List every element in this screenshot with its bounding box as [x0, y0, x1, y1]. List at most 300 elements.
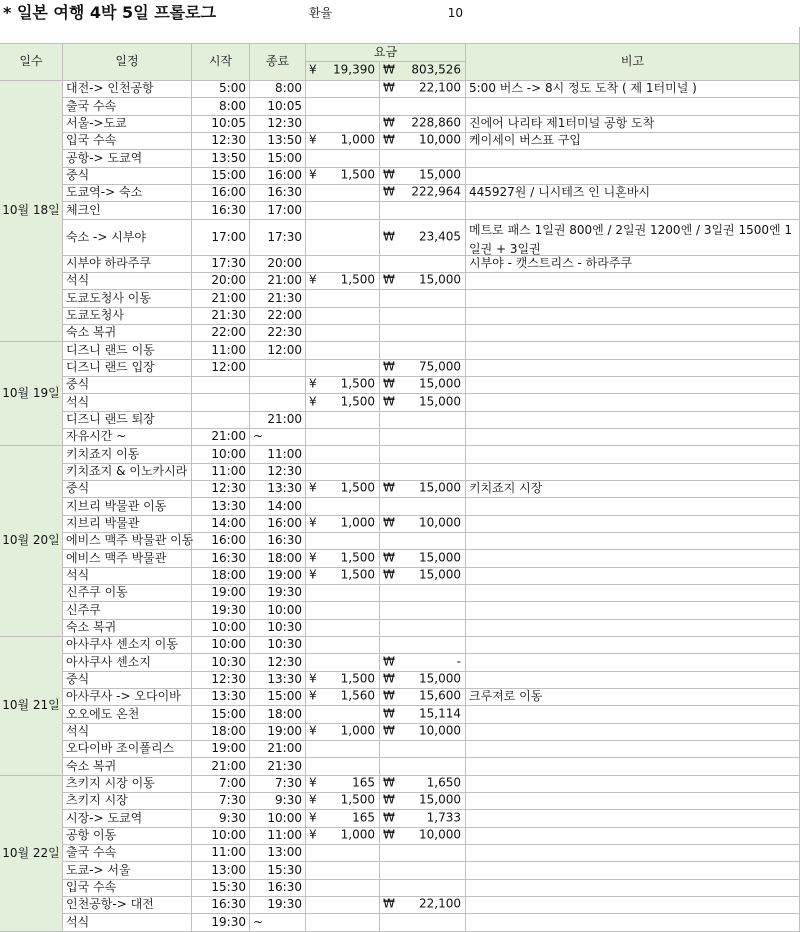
won-symbol: ₩: [383, 671, 395, 686]
yen-symbol: ¥: [309, 549, 317, 564]
fare-won: [380, 776, 466, 793]
note: [466, 828, 800, 845]
header-start-text: 시작: [208, 54, 233, 69]
fare-yen: [306, 689, 380, 706]
header-note-text: 비고: [620, 54, 645, 69]
fare-yen-value: 165: [352, 775, 375, 790]
fare-yen: [306, 273, 380, 290]
fare-won-value: 1,650: [426, 775, 461, 790]
won-symbol: ₩: [383, 115, 395, 130]
fare-yen: [306, 150, 380, 168]
schedule-item: [63, 220, 192, 256]
end-time: [250, 654, 306, 672]
end-time-text: 18:00: [267, 550, 302, 565]
start-time-text: 13:50: [211, 150, 246, 165]
fare-yen: [306, 585, 380, 602]
end-time-text: 15:00: [267, 689, 302, 704]
note: [466, 481, 800, 498]
fare-won-value: 15,000: [419, 480, 461, 495]
schedule-item: [63, 758, 192, 776]
schedule-item: [63, 637, 192, 654]
schedule-item: [63, 654, 192, 672]
note: [466, 446, 800, 464]
schedule-item-text: 입국 수속: [66, 133, 117, 148]
yen-symbol: ¥: [309, 723, 317, 738]
start-time: [192, 342, 250, 360]
fare-yen: [306, 654, 380, 672]
sheet-title: [0, 0, 306, 27]
fare-won: [380, 637, 466, 654]
end-time-text: ~: [253, 914, 264, 929]
start-time: [192, 724, 250, 741]
end-time: [250, 360, 306, 377]
fare-won: [380, 897, 466, 914]
fare-won: [380, 654, 466, 672]
start-time-text: 14:00: [211, 516, 246, 531]
end-time: [250, 185, 306, 202]
schedule-item: [63, 185, 192, 202]
schedule-item: [63, 290, 192, 308]
fare-yen: [306, 464, 380, 481]
note: [466, 776, 800, 793]
fare-yen: [306, 568, 380, 585]
schedule-item: [63, 360, 192, 377]
fare-won: [380, 741, 466, 758]
end-time: [250, 620, 306, 637]
schedule-item: [63, 845, 192, 862]
schedule-item: [63, 550, 192, 568]
note: [466, 202, 800, 220]
schedule-item-text: 자유시간 ~: [66, 429, 127, 444]
fare-won-value: 10,000: [419, 132, 461, 147]
start-time-text: 21:00: [211, 290, 246, 305]
start-time: [192, 325, 250, 342]
fare-yen: [306, 914, 380, 932]
note: [466, 150, 800, 168]
start-time-text: 7:30: [219, 793, 246, 808]
fare-yen-value: 1,500: [340, 376, 375, 391]
won-symbol: ₩: [383, 228, 395, 243]
header-item-text: 일정: [115, 54, 139, 69]
schedule-item: [63, 724, 192, 741]
end-time-text: 21:00: [267, 741, 302, 756]
fare-won: [380, 620, 466, 637]
fare-yen: [306, 377, 380, 394]
schedule-item: [63, 672, 192, 689]
start-time: [192, 516, 250, 533]
yen-symbol: ¥: [309, 775, 317, 790]
fare-won-value: 15,000: [419, 167, 461, 182]
won-symbol: ₩: [383, 827, 395, 842]
end-time: [250, 793, 306, 810]
start-time-text: 13:00: [211, 862, 246, 877]
fare-won-value: 10,000: [419, 827, 461, 842]
fare-yen: [306, 81, 380, 98]
schedule-item-text: 출국 수속: [66, 98, 117, 113]
exchange-rate: [380, 0, 466, 27]
note: [466, 133, 800, 150]
schedule-item-text: 디즈니 랜드 입장: [66, 360, 155, 375]
end-time: [250, 689, 306, 706]
note: [466, 429, 800, 446]
note: [466, 498, 800, 516]
end-time: [250, 98, 306, 116]
fare-won: [380, 758, 466, 776]
start-time-text: 12:30: [211, 481, 246, 496]
start-time-text: 16:30: [211, 550, 246, 565]
end-time-text: 16:00: [267, 516, 302, 531]
note: [466, 290, 800, 308]
start-time: [192, 81, 250, 98]
fare-yen: [306, 793, 380, 810]
start-time: [192, 256, 250, 273]
start-time-text: 21:00: [211, 758, 246, 773]
note: [466, 620, 800, 637]
start-time-text: 15:30: [211, 880, 246, 895]
fare-yen: [306, 168, 380, 185]
note: [466, 654, 800, 672]
schedule-item-text: 도쿄도청사 이동: [66, 290, 151, 305]
fare-won-value: 15,000: [419, 376, 461, 391]
fare-won: [380, 168, 466, 185]
won-symbol: ₩: [383, 705, 395, 720]
fare-yen: [306, 880, 380, 897]
fare-won: [380, 98, 466, 116]
end-time-text: 12:30: [267, 464, 302, 479]
start-time: [192, 862, 250, 880]
fare-won: [380, 862, 466, 880]
won-symbol: ₩: [383, 723, 395, 738]
schedule-item-text: 출국 수속: [66, 845, 117, 860]
fare-yen-value: 1,500: [340, 567, 375, 582]
day-label-text: 10월 22일: [2, 845, 60, 860]
fare-yen: [306, 810, 380, 828]
start-time: [192, 377, 250, 394]
note: [466, 412, 800, 429]
header-day-text: 일수: [19, 54, 43, 69]
schedule-item-text: 시부야 하라주쿠: [66, 256, 151, 271]
fare-won: [380, 568, 466, 585]
end-time: [250, 706, 306, 724]
fare-won: [380, 273, 466, 290]
start-time: [192, 672, 250, 689]
start-time: [192, 897, 250, 914]
total-yen-value: 19,390: [333, 62, 375, 77]
schedule-item-text: 오다이바 조이폴리스: [66, 741, 175, 756]
fare-won: [380, 360, 466, 377]
day-label: [0, 637, 63, 776]
fare-won: [380, 724, 466, 741]
fare-yen: [306, 256, 380, 273]
start-time-text: 10:00: [211, 446, 246, 461]
end-time: [250, 568, 306, 585]
end-time: [250, 150, 306, 168]
won-symbol: ₩: [383, 62, 395, 77]
header-fare-text: 요금: [373, 44, 398, 59]
fare-won-value: 15,000: [419, 393, 461, 408]
fare-yen-value: 1,000: [340, 827, 375, 842]
end-time: [250, 377, 306, 394]
start-time-text: 10:00: [211, 828, 246, 843]
end-time-text: 19:30: [267, 585, 302, 600]
total-won: [380, 62, 466, 81]
sheet-title-text: * 일본 여행 4박 5일 프롤로그: [3, 3, 217, 23]
schedule-item: [63, 464, 192, 481]
schedule-item: [63, 793, 192, 810]
fare-won: [380, 550, 466, 568]
end-time-text: 10:30: [267, 637, 302, 652]
header-fare: [306, 44, 466, 62]
fare-yen: [306, 602, 380, 620]
end-time-text: 7:30: [275, 776, 302, 791]
end-time-text: 22:00: [267, 308, 302, 323]
note: [466, 602, 800, 620]
end-time: [250, 168, 306, 185]
day-label: [0, 81, 63, 342]
schedule-item: [63, 98, 192, 116]
fare-yen: [306, 185, 380, 202]
end-time-text: 15:30: [267, 862, 302, 877]
end-time-text: 15:00: [267, 150, 302, 165]
end-time: [250, 308, 306, 325]
schedule-item-text: 키치죠지 & 이노카시라: [66, 464, 188, 479]
fare-won: [380, 828, 466, 845]
start-time: [192, 914, 250, 932]
fare-won-value: -: [456, 653, 461, 668]
fare-won: [380, 116, 466, 133]
end-time: [250, 464, 306, 481]
yen-symbol: ¥: [309, 62, 317, 77]
fare-won: [380, 290, 466, 308]
start-time-text: 11:00: [211, 464, 246, 479]
fare-won: [380, 412, 466, 429]
end-time-text: 13:00: [267, 845, 302, 860]
start-time: [192, 412, 250, 429]
schedule-item: [63, 168, 192, 185]
fare-yen: [306, 394, 380, 412]
fare-won: [380, 256, 466, 273]
won-symbol: ₩: [383, 132, 395, 147]
fare-won: [380, 150, 466, 168]
fare-won-value: 22,100: [419, 896, 461, 911]
fare-won: [380, 845, 466, 862]
header-day: [0, 44, 63, 81]
schedule-item: [63, 116, 192, 133]
schedule-item: [63, 412, 192, 429]
schedule-item-text: 숙소 -> 시부야: [66, 229, 146, 244]
fare-yen: [306, 290, 380, 308]
fare-yen: [306, 672, 380, 689]
note: [466, 273, 800, 290]
end-time: [250, 202, 306, 220]
end-time-text: 12:30: [267, 654, 302, 669]
start-time-text: 10:30: [211, 654, 246, 669]
start-time: [192, 464, 250, 481]
note: [466, 256, 800, 273]
yen-symbol: ¥: [309, 132, 317, 147]
end-time: [250, 133, 306, 150]
yen-symbol: ¥: [309, 167, 317, 182]
end-time: [250, 516, 306, 533]
fare-won: [380, 533, 466, 550]
schedule-item: [63, 706, 192, 724]
start-time: [192, 429, 250, 446]
start-time: [192, 758, 250, 776]
fare-won-value: 228,860: [411, 115, 461, 130]
end-time: [250, 897, 306, 914]
end-time-text: 9:30: [275, 793, 302, 808]
start-time: [192, 880, 250, 897]
fare-yen: [306, 828, 380, 845]
start-time: [192, 533, 250, 550]
end-time: [250, 533, 306, 550]
day-label-text: 10월 19일: [2, 385, 60, 400]
header-note: [466, 44, 800, 81]
schedule-item: [63, 828, 192, 845]
start-time: [192, 202, 250, 220]
end-time: [250, 116, 306, 133]
start-time-text: 5:00: [219, 81, 246, 96]
start-time: [192, 637, 250, 654]
end-time: [250, 585, 306, 602]
start-time-text: 10:00: [211, 620, 246, 635]
fare-won: [380, 914, 466, 932]
start-time-text: 15:00: [211, 706, 246, 721]
schedule-item: [63, 880, 192, 897]
fare-won-value: 22,100: [419, 80, 461, 95]
end-time: [250, 429, 306, 446]
fare-yen-value: 1,560: [340, 688, 375, 703]
note: [466, 342, 800, 360]
start-time-text: 11:00: [211, 845, 246, 860]
end-time: [250, 273, 306, 290]
fare-yen: [306, 533, 380, 550]
note-text: 5:00 버스 -> 8시 정도 도착 ( 제 1터미널 ): [469, 81, 697, 96]
start-time: [192, 116, 250, 133]
header-end: [250, 44, 306, 81]
schedule-item-text: 중식: [66, 377, 90, 392]
end-time-text: 11:00: [267, 446, 302, 461]
end-time-text: 19:00: [267, 724, 302, 739]
schedule-item-text: 시장-> 도쿄역: [66, 810, 143, 825]
fare-yen: [306, 360, 380, 377]
start-time-text: 16:30: [211, 202, 246, 217]
schedule-item: [63, 897, 192, 914]
fare-yen: [306, 133, 380, 150]
fare-won-value: 15,000: [419, 549, 461, 564]
schedule-item: [63, 689, 192, 706]
fare-won-value: 15,000: [419, 792, 461, 807]
start-time-text: 16:00: [211, 533, 246, 548]
start-time-text: 19:30: [211, 602, 246, 617]
start-time-text: 19:00: [211, 585, 246, 600]
end-time: [250, 724, 306, 741]
total-won-value: 803,526: [411, 62, 461, 77]
fare-won-value: 1,733: [426, 809, 461, 824]
schedule-item-text: 서울->도쿄: [66, 116, 127, 131]
note-text: 진에어 나리타 제1터미널 공항 도착: [469, 116, 655, 131]
note: [466, 568, 800, 585]
end-time: [250, 828, 306, 845]
note: [466, 394, 800, 412]
start-time-text: 13:30: [211, 689, 246, 704]
fare-won: [380, 706, 466, 724]
fare-yen: [306, 776, 380, 793]
won-symbol: ₩: [383, 184, 395, 199]
yen-symbol: ¥: [309, 827, 317, 842]
schedule-item-text: 오오에도 온천: [66, 706, 140, 721]
won-symbol: ₩: [383, 775, 395, 790]
start-time-text: 10:05: [211, 116, 246, 131]
end-time: [250, 602, 306, 620]
end-time-text: 16:30: [267, 533, 302, 548]
yen-symbol: ¥: [309, 376, 317, 391]
note: [466, 793, 800, 810]
note: [466, 116, 800, 133]
fare-yen: [306, 862, 380, 880]
won-symbol: ₩: [383, 359, 395, 374]
won-symbol: ₩: [383, 567, 395, 582]
schedule-item-text: 신주쿠: [66, 602, 101, 617]
won-symbol: ₩: [383, 896, 395, 911]
day-label-text: 10월 20일: [2, 533, 60, 548]
fare-won-value: 222,964: [411, 184, 461, 199]
end-time-text: 21:30: [267, 290, 302, 305]
won-symbol: ₩: [383, 376, 395, 391]
fare-yen: [306, 446, 380, 464]
yen-symbol: ¥: [309, 480, 317, 495]
fare-yen: [306, 620, 380, 637]
schedule-item: [63, 81, 192, 98]
yen-symbol: ¥: [309, 272, 317, 287]
fare-won: [380, 429, 466, 446]
start-time-text: 19:30: [211, 914, 246, 929]
schedule-item: [63, 429, 192, 446]
schedule-item: [63, 377, 192, 394]
note-text: 메트로 패스 1일권 800엔 / 2일권 1200엔 / 3일권 1500엔 1일권 + 3일권: [469, 223, 793, 256]
start-time: [192, 308, 250, 325]
schedule-item-text: 공항 이동: [66, 828, 117, 843]
fare-yen-value: 1,500: [340, 549, 375, 564]
end-time: [250, 481, 306, 498]
start-time: [192, 290, 250, 308]
schedule-item-text: 디즈니 랜드 이동: [66, 342, 155, 357]
start-time: [192, 273, 250, 290]
note: [466, 637, 800, 654]
end-time-text: 14:00: [267, 498, 302, 513]
start-time-text: 10:00: [211, 637, 246, 652]
end-time: [250, 914, 306, 932]
end-time: [250, 845, 306, 862]
end-time: [250, 412, 306, 429]
note: [466, 724, 800, 741]
note: [466, 308, 800, 325]
end-time: [250, 446, 306, 464]
schedule-item-text: 석식: [66, 273, 90, 288]
schedule-item: [63, 741, 192, 758]
start-time-text: 11:00: [211, 342, 246, 357]
note: [466, 706, 800, 724]
won-symbol: ₩: [383, 272, 395, 287]
note: [466, 880, 800, 897]
schedule-item-text: 아사쿠사 센소지 이동: [66, 637, 178, 652]
yen-symbol: ¥: [309, 567, 317, 582]
schedule-item: [63, 342, 192, 360]
end-time: [250, 637, 306, 654]
day-label-text: 10월 21일: [2, 698, 60, 713]
end-time-text: 20:00: [267, 256, 302, 271]
fare-won-value: 15,000: [419, 671, 461, 686]
